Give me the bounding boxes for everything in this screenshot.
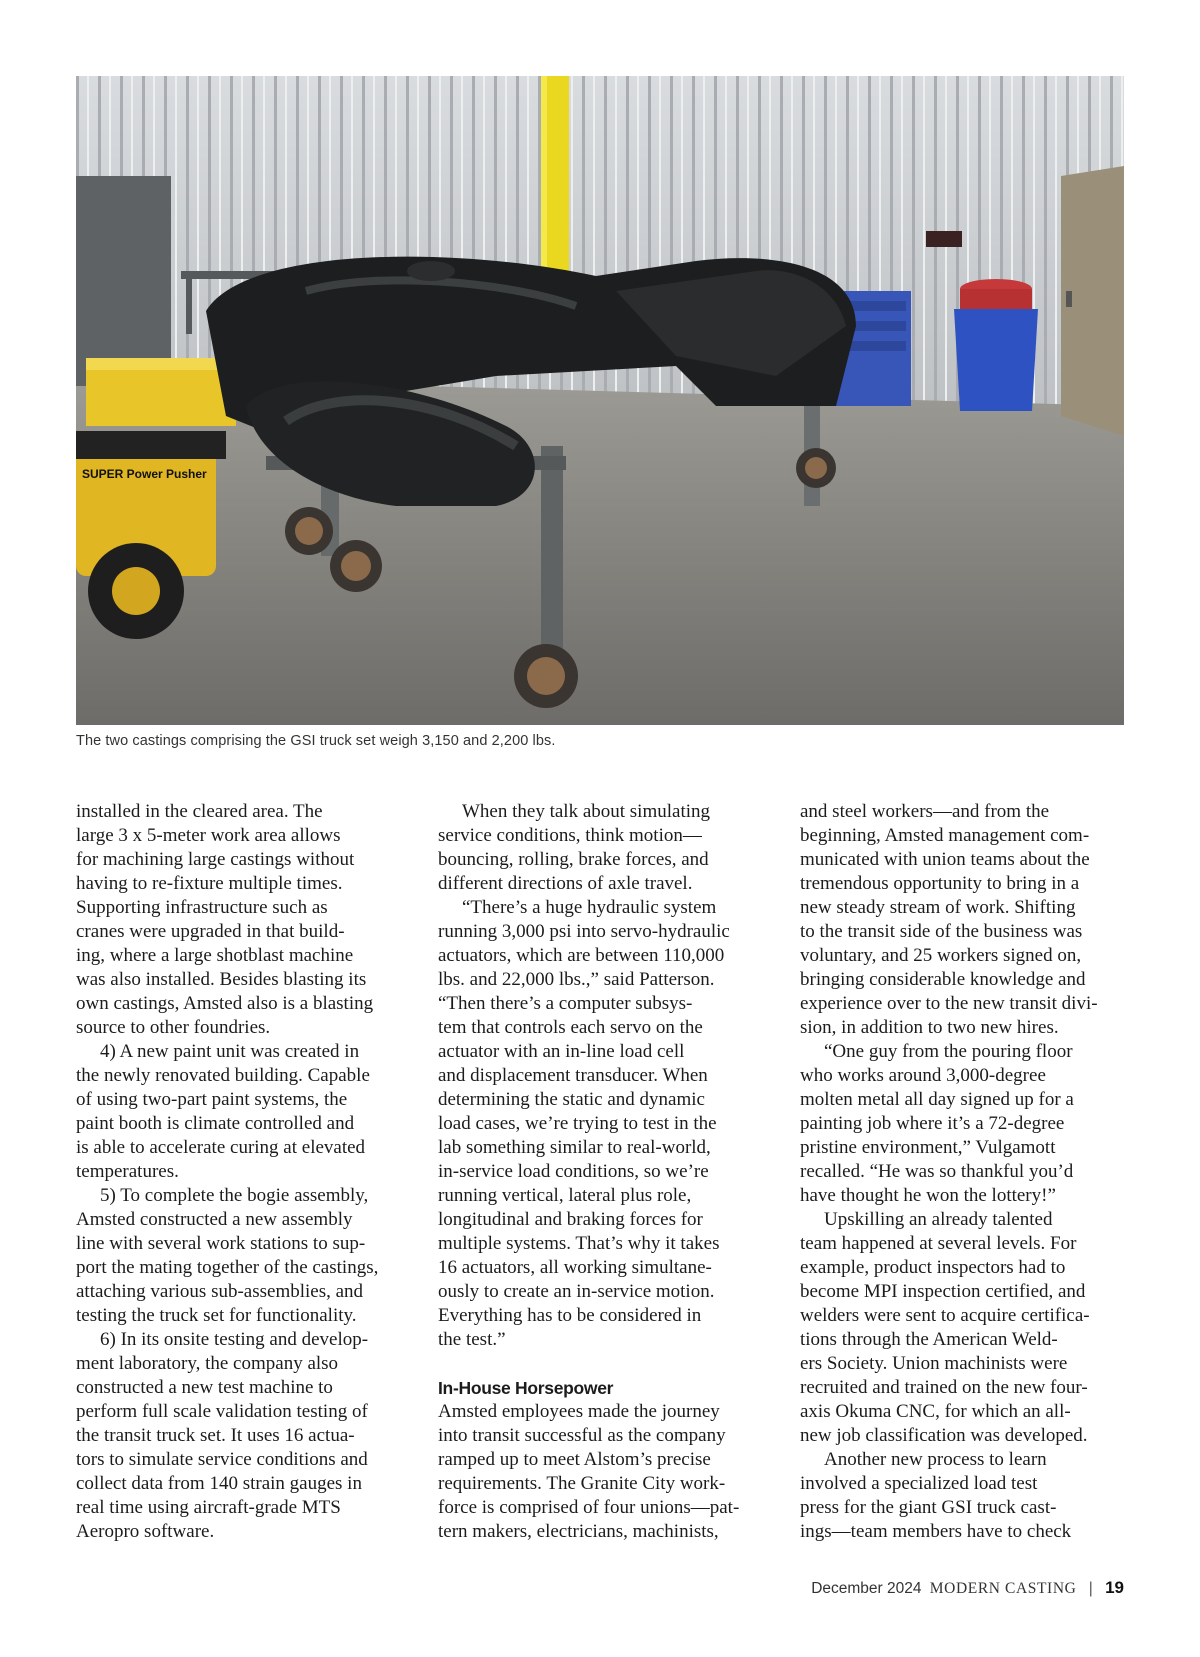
machine-label: SUPER Power Pusher	[82, 467, 207, 481]
text-line: new job classification was developed.	[800, 1425, 1088, 1446]
text-line: tem that controls each servo on the	[438, 1017, 703, 1038]
text-line: Amsted constructed a new assembly	[76, 1209, 353, 1230]
text-line: Supporting infrastructure such as	[76, 897, 328, 918]
text-line: and steel workers—and from the	[800, 801, 1050, 822]
text-line: large 3 x 5-meter work area allows	[76, 825, 341, 846]
text-line: longitudinal and braking forces for	[438, 1209, 703, 1230]
text-line: constructed a new test machine to	[76, 1377, 333, 1398]
text-line: Aeropro software.	[76, 1521, 215, 1542]
text-line: cranes were upgraded in that build-	[76, 921, 345, 942]
text-line: in-service load conditions, so we’re	[438, 1161, 709, 1182]
text-line: beginning, Amsted management com-	[800, 825, 1090, 846]
text-line: collect data from 140 strain gauges in	[76, 1473, 362, 1494]
text-line: “There’s a huge hydraulic system	[462, 897, 717, 918]
text-line: 4) A new paint unit was created in	[100, 1041, 360, 1062]
text-line: ramped up to meet Alstom’s precise	[438, 1449, 711, 1470]
text-line: Another new process to learn	[824, 1449, 1047, 1470]
text-line: municated with union teams about the	[800, 849, 1090, 870]
text-line: ment laboratory, the company also	[76, 1353, 339, 1374]
text-line: ing, where a large shotblast machine	[76, 945, 354, 966]
text-line: and displacement transducer. When	[438, 1065, 708, 1086]
text-line: requirements. The Granite City work-	[438, 1473, 726, 1494]
text-line: involved a specialized load test	[800, 1473, 1038, 1494]
text-line: 16 actuators, all working simultane-	[438, 1257, 712, 1278]
article-photo	[76, 76, 1124, 725]
text-line: Upskilling an already talented	[824, 1209, 1053, 1230]
magazine-name: MODERN CASTING	[929, 1580, 1077, 1597]
text-line: bringing considerable knowledge and	[800, 969, 1086, 990]
text-line: tremendous opportunity to bring in a	[800, 873, 1080, 894]
text-line: into transit successful as the company	[438, 1425, 726, 1446]
text-line: temperatures.	[76, 1161, 179, 1182]
page-number: 19	[1105, 1578, 1124, 1597]
paragraph-gap	[438, 1352, 762, 1376]
text-line: example, product inspectors had to	[800, 1257, 1066, 1278]
text-line: press for the giant GSI truck cast-	[800, 1497, 1057, 1518]
text-line: multiple systems. That’s why it takes	[438, 1233, 720, 1254]
truck-castings-photo	[76, 76, 1124, 725]
text-line: tions through the American Weld-	[800, 1329, 1058, 1350]
text-line: “Then there’s a computer subsys-	[438, 993, 693, 1014]
photo-caption: The two castings comprising the GSI truck set weigh 3,150 and 2,200 lbs.	[76, 733, 556, 749]
text-line: the newly renovated building. Capable	[76, 1065, 370, 1086]
text-line: attaching various sub-assemblies, and	[76, 1281, 364, 1302]
text-line: experience over to the new transit divi-	[800, 993, 1098, 1014]
text-line: force is comprised of four unions—pat-	[438, 1497, 740, 1518]
text-line: paint booth is climate controlled and	[76, 1113, 355, 1134]
text-line: axis Okuma CNC, for which an all-	[800, 1401, 1071, 1422]
text-line: Everything has to be considered in	[438, 1305, 702, 1326]
text-line: determining the static and dynamic	[438, 1089, 705, 1110]
text-line: to the transit side of the business was	[800, 921, 1083, 942]
article-column-2	[438, 800, 762, 1544]
footer-separator: |	[1088, 1580, 1093, 1597]
text-line: 5) To complete the bogie assembly,	[100, 1185, 369, 1206]
text-line: voluntary, and 25 workers signed on,	[800, 945, 1082, 966]
article-column-1	[76, 800, 400, 1544]
text-line: load cases, we’re trying to test in the	[438, 1113, 717, 1134]
text-line: the transit truck set. It uses 16 actua-	[76, 1425, 355, 1446]
text-line: line with several work stations to sup-	[76, 1233, 366, 1254]
text-line: Amsted employees made the journey	[438, 1401, 720, 1422]
text-line: painting job where it’s a 72-degree	[800, 1113, 1065, 1134]
text-line: own castings, Amsted also is a blasting	[76, 993, 374, 1014]
text-line: “One guy from the pouring floor	[824, 1041, 1073, 1062]
text-line: ers Society. Union machinists were	[800, 1353, 1068, 1374]
text-line: pristine environment,” Vulgamott	[800, 1137, 1056, 1158]
text-line: sion, in addition to two new hires.	[800, 1017, 1059, 1038]
text-line: become MPI inspection certified, and	[800, 1281, 1086, 1302]
page-footer	[811, 1578, 1124, 1598]
text-line: perform full scale validation testing of	[76, 1401, 368, 1422]
text-line: running 3,000 psi into servo-hydraulic	[438, 921, 730, 942]
text-line: tern makers, electricians, machinists,	[438, 1521, 719, 1542]
text-line: actuator with an in-line load cell	[438, 1041, 685, 1062]
text-line: lab something similar to real-world,	[438, 1137, 711, 1158]
text-line: actuators, which are between 110,000	[438, 945, 725, 966]
text-line: testing the truck set for functionality.	[76, 1305, 357, 1326]
text-line: molten metal all day signed up for a	[800, 1089, 1074, 1110]
text-line: who works around 3,000-degree	[800, 1065, 1046, 1086]
section-heading: In-House Horsepower	[438, 1378, 614, 1398]
text-line: installed in the cleared area. The	[76, 801, 323, 822]
text-line: different directions of axle travel.	[438, 873, 693, 894]
text-line: 6) In its onsite testing and develop-	[100, 1329, 369, 1350]
text-line: recruited and trained on the new four-	[800, 1377, 1088, 1398]
text-line: port the mating together of the castings,	[76, 1257, 379, 1278]
text-line: bouncing, rolling, brake forces, and	[438, 849, 709, 870]
issue-date: December 2024	[811, 1580, 922, 1597]
text-line: new steady stream of work. Shifting	[800, 897, 1076, 918]
text-line: for machining large castings without	[76, 849, 355, 870]
text-line: of using two-part paint systems, the	[76, 1089, 348, 1110]
text-line: When they talk about simulating	[462, 801, 711, 822]
text-line: tors to simulate service conditions and	[76, 1449, 368, 1470]
text-line: the test.”	[438, 1329, 506, 1350]
text-line: having to re-fixture multiple times.	[76, 873, 343, 894]
text-line: ings—team members have to check	[800, 1521, 1072, 1542]
text-line: ously to create an in-service motion.	[438, 1281, 715, 1302]
text-line: real time using aircraft-grade MTS	[76, 1497, 341, 1518]
text-line: service conditions, think motion—	[438, 825, 702, 846]
text-line: have thought he won the lottery!”	[800, 1185, 1056, 1206]
text-line: lbs. and 22,000 lbs.,” said Patterson.	[438, 969, 715, 990]
text-line: running vertical, lateral plus role,	[438, 1185, 692, 1206]
text-line: was also installed. Besides blasting its	[76, 969, 367, 990]
text-line: team happened at several levels. For	[800, 1233, 1077, 1254]
text-line: welders were sent to acquire certifica-	[800, 1305, 1090, 1326]
text-line: source to other foundries.	[76, 1017, 271, 1038]
article-column-3	[800, 800, 1124, 1544]
text-line: is able to accelerate curing at elevated	[76, 1137, 366, 1158]
text-line: recalled. “He was so thankful you’d	[800, 1161, 1074, 1182]
